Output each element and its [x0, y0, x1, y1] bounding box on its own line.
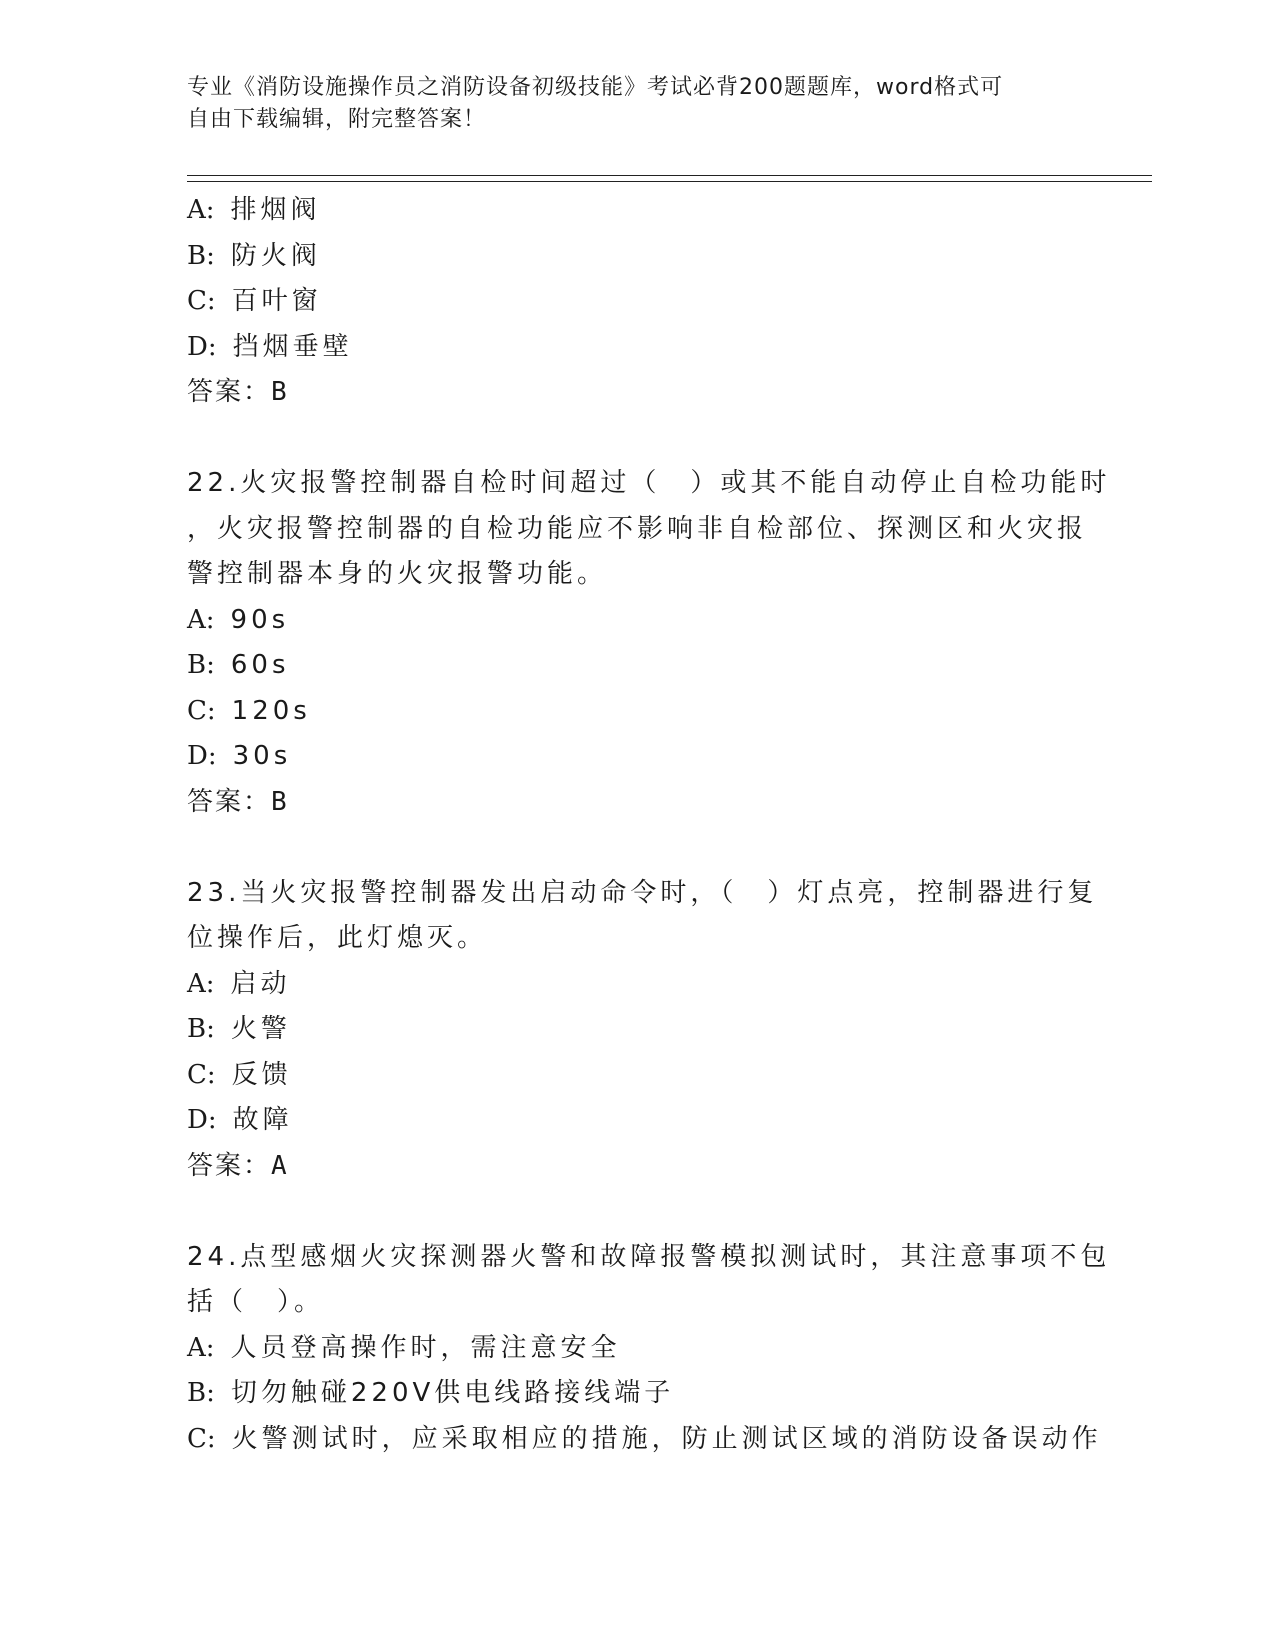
option-c: C: 火警测试时，应采取相应的措施，防止测试区域的消防设备误动作: [187, 1423, 1102, 1454]
option-a: A: 排烟阀: [187, 195, 321, 225]
question-stem-line: 23.当火灾报警控制器发出启动命令时，（ ）灯点亮，控制器进行复: [187, 877, 1098, 908]
option-c: C: 120s: [187, 695, 311, 726]
option-c: C: 反馈: [187, 1059, 292, 1090]
spacer: [187, 416, 1087, 462]
option-b: B: 火警: [187, 1014, 291, 1044]
spacer: [187, 825, 1087, 871]
question-24: [187, 1235, 1111, 1463]
option-c: C: 百叶窗: [187, 286, 322, 316]
option-d: D: 故障: [187, 1105, 293, 1135]
spacer: [187, 1189, 1087, 1235]
header-divider-bottom: [187, 181, 1152, 182]
question-stem-line: 22.火灾报警控制器自检时间超过（ ）或其不能自动停止自检功能时: [187, 468, 1111, 498]
question-22: [187, 461, 1111, 825]
question-21: [187, 188, 1087, 416]
option-b: B: 防火阀: [187, 240, 321, 271]
option-d: D: 30s: [187, 741, 292, 771]
option-d: D: 挡烟垂壁: [187, 331, 353, 362]
answer: 答案：B: [187, 377, 289, 407]
answer: 答案：A: [187, 1150, 289, 1181]
header-line-2: 自由下载编辑，附完整答案！: [187, 107, 487, 132]
question-23: [187, 871, 1098, 1190]
question-stem-line: 24.点型感烟火灾探测器火警和故障报警模拟测试时，其注意事项不包: [187, 1241, 1111, 1272]
option-a: A: 启动: [187, 968, 291, 999]
question-content: [187, 188, 1111, 1462]
question-stem-line: 警控制器本身的火灾报警功能。: [187, 559, 608, 589]
option-b: B: 60s: [187, 650, 290, 680]
header-line-1: 专业《消防设施操作员之消防设备初级技能》考试必背200题题库，word格式可: [187, 75, 1004, 100]
option-a: A: 90s: [187, 604, 290, 635]
question-stem-line: ，火灾报警控制器的自检功能应不影响非自检部位、探测区和火灾报: [187, 513, 1088, 544]
option-b: B: 切勿触碰220V供电线路接线端子: [187, 1378, 675, 1408]
answer: 答案：B: [187, 786, 289, 817]
document-header: [187, 72, 1087, 136]
option-a: A: 人员登高操作时，需注意安全: [187, 1332, 621, 1363]
question-stem-line: 括（ ）。: [187, 1287, 325, 1317]
header-divider-top: [187, 175, 1152, 176]
question-stem-line: 位操作后，此灯熄灭。: [187, 923, 488, 953]
